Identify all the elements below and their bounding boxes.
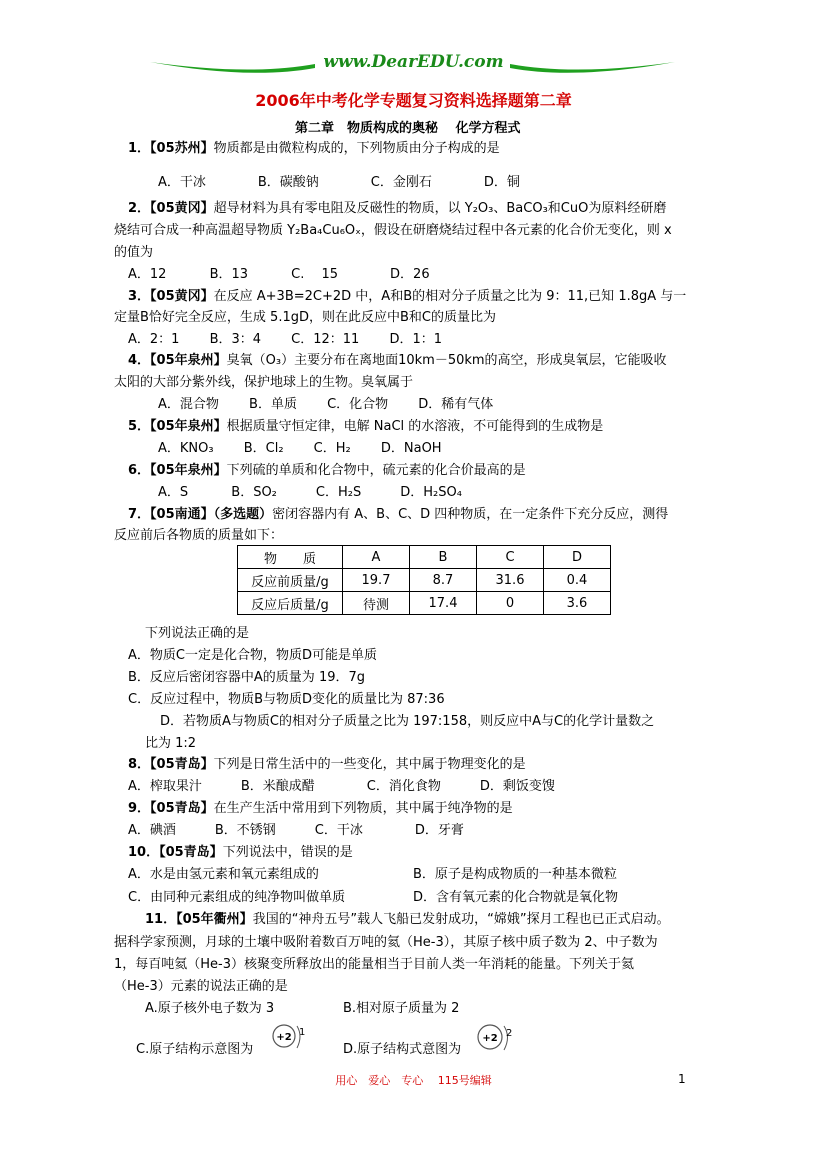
question-text: 我国的“神舟五号”载人飞船已发射成功，“嫦娥”探月工程也已正式启动。 <box>252 912 670 927</box>
site-url[interactable]: www.DearEDU.com <box>323 52 504 72</box>
question-7-line-2: 反应前后各物质的质量如下： <box>114 528 284 543</box>
question-7-option-b: B．反应后密闭容器中A的质量为 19．7g <box>128 670 366 685</box>
table-cell: 0.4 <box>544 569 611 592</box>
question-10-option-d: D．含有氧元素的化合物就是氧化物 <box>413 890 619 905</box>
question-9-options: A．碘酒 B．不锈钢 C．干冰 D．牙膏 <box>128 823 464 838</box>
question-7 <box>128 506 668 524</box>
question-source: 7．【05南通】（多选题） <box>128 507 273 522</box>
table-cell: 待测 <box>343 592 410 615</box>
table-header-cell: C <box>477 546 544 569</box>
mass-table <box>237 545 611 615</box>
question-5 <box>128 418 603 436</box>
table-header-cell: A <box>343 546 410 569</box>
question-source: 5．【05年泉州】 <box>128 419 227 434</box>
question-text: 根据质量守恒定律，电解 NaCl 的水溶液，不可能得到的生成物是 <box>226 419 604 434</box>
question-3-line-2: 定量B恰好完全反应，生成 5.1gD，则在此反应中B和C的质量比为 <box>114 310 496 325</box>
question-text: 在生产生活中常用到下列物质，其中属于纯净物的是 <box>213 801 513 816</box>
atom-diagram-option-c <box>270 1020 306 1058</box>
question-text: 下列是日常生活中的一些变化，其中属于物理变化的是 <box>213 757 526 772</box>
question-2-line-2: 烧结可合成一种高温超导物质 Y₂Ba₄Cu₆Oₓ，假设在研磨烧结过程中各元素的化合价无变化，则 x <box>114 223 672 238</box>
question-7-option-d: D．若物质A与物质C的相对分子质量之比为 197:158，则反应中A与C的化学计量数之 <box>160 714 655 729</box>
table-header-cell: B <box>410 546 477 569</box>
question-11-line-3: 1，每百吨氦（He-3）核聚变所释放出的能量相当于目前人类一年消耗的能量。下列关于氦 <box>114 957 635 972</box>
question-source: 3．【05黄冈】 <box>128 289 214 304</box>
question-source: 4．【05年泉州】 <box>128 353 227 368</box>
atom-diagram-option-d <box>475 1020 515 1060</box>
question-11-option-d: D.原子结构式意图为 <box>343 1042 462 1057</box>
question-8 <box>128 756 526 774</box>
question-7-option-d-cont: 比为 1:2 <box>145 736 197 751</box>
question-11-line-2: 据科学家预测，月球的土壤中吸附着数百万吨的氦（He-3），其原子核中质子数为 2、中子数为 <box>114 935 658 950</box>
question-11-option-a: A.原子核外电子数为 3 <box>145 1001 275 1016</box>
question-2 <box>128 200 666 218</box>
question-text: 臭氧（O₃）主要分布在离地面10km－50km的高空，形成臭氧层，它能吸收 <box>226 353 667 368</box>
table-cell: 19.7 <box>343 569 410 592</box>
electron-count: 1 <box>299 1027 306 1038</box>
question-2-options: A．12 B．13 C. 15 D．26 <box>128 267 430 282</box>
table-cell: 0 <box>477 592 544 615</box>
question-4 <box>128 352 667 370</box>
question-10 <box>128 844 353 862</box>
question-5-options: A．KNO₃ B．Cl₂ C．H₂ D．NaOH <box>158 441 442 456</box>
question-2-line-3: 的值为 <box>114 245 154 260</box>
question-10-option-c: C．由同种元素组成的纯净物叫做单质 <box>128 890 346 905</box>
question-source: 9．【05青岛】 <box>128 801 214 816</box>
question-1 <box>128 140 500 158</box>
nucleus-charge: +2 <box>276 1032 292 1043</box>
question-7-lead: 下列说法正确的是 <box>145 626 250 641</box>
chapter-heading: 第二章 物质构成的奥秘 化学方程式 <box>295 121 521 136</box>
question-7-option-a: A．物质C一定是化合物，物质D可能是单质 <box>128 648 377 663</box>
question-1-options: A．干冰 B．碳酸钠 C．金刚石 D．铜 <box>158 175 520 190</box>
page-number: 1 <box>678 1072 686 1086</box>
question-4-line-2: 太阳的大部分紫外线，保护地球上的生物。臭氧属于 <box>114 375 414 390</box>
question-11 <box>145 911 670 929</box>
table-header-cell: 物 质 <box>238 546 343 569</box>
question-source: 11．【05年衢州】 <box>145 912 253 927</box>
nucleus-charge: +2 <box>482 1033 498 1044</box>
question-text: 超导材料为具有零电阻及反磁性的物质，以 Y₂O₃、BaCO₃和CuO为原料经研磨 <box>213 201 667 216</box>
table-row <box>238 569 611 592</box>
question-3-options: A．2：1 B．3：4 C．12：11 D．1：1 <box>128 332 443 347</box>
question-6-options: A．S B．SO₂ C．H₂S D．H₂SO₄ <box>158 485 462 500</box>
question-text: 物质都是由微粒构成的，下列物质由分子构成的是 <box>213 141 500 156</box>
question-text: 下列说法中，错误的是 <box>222 845 353 860</box>
question-text: 密闭容器内有 A、B、C、D 四种物质，在一定条件下充分反应，测得 <box>272 507 669 522</box>
question-7-option-c: C．反应过程中，物质B与物质D变化的质量比为 87:36 <box>128 692 445 707</box>
table-cell: 8.7 <box>410 569 477 592</box>
question-source: 10．【05青岛】 <box>128 845 223 860</box>
question-4-options: A．混合物 B．单质 C．化合物 D．稀有气体 <box>158 397 494 412</box>
question-source: 2．【05黄冈】 <box>128 201 214 216</box>
electron-count: 2 <box>506 1028 513 1039</box>
table-cell: 反应后质量/g <box>238 592 343 615</box>
question-6 <box>128 462 526 480</box>
page-title: 2006年中考化学专题复习资料选择题第二章 <box>255 91 572 110</box>
table-cell: 3.6 <box>544 592 611 615</box>
table-header-row <box>238 546 611 569</box>
question-text: 在反应 A+3B=2C+2D 中，A和B的相对分子质量之比为 9：11,已知 1.8gA 与一 <box>213 289 687 304</box>
table-cell: 17.4 <box>410 592 477 615</box>
table-cell: 31.6 <box>477 569 544 592</box>
question-3 <box>128 288 686 306</box>
question-10-option-a: A．水是由氢元素和氧元素组成的 <box>128 867 319 882</box>
question-8-options: A．榨取果汁 B．米酿成醋 C．消化食物 D．剩饭变馊 <box>128 779 555 794</box>
question-11-option-c: C.原子结构示意图为 <box>136 1042 254 1057</box>
question-source: 8．【05青岛】 <box>128 757 214 772</box>
table-cell: 反应前质量/g <box>238 569 343 592</box>
page-footer: 用心 爱心 专心 115号编辑 <box>335 1074 492 1087</box>
question-11-line-4: （He-3）元素的说法正确的是 <box>114 979 288 994</box>
question-9 <box>128 800 513 818</box>
table-header-cell: D <box>544 546 611 569</box>
question-11-option-b: B.相对原子质量为 2 <box>343 1001 460 1016</box>
question-text: 下列硫的单质和化合物中，硫元素的化合价最高的是 <box>226 463 526 478</box>
table-row <box>238 592 611 615</box>
question-source: 6．【05年泉州】 <box>128 463 227 478</box>
question-10-option-b: B．原子是构成物质的一种基本微粒 <box>413 867 617 882</box>
question-source: 1．【05苏州】 <box>128 141 214 156</box>
